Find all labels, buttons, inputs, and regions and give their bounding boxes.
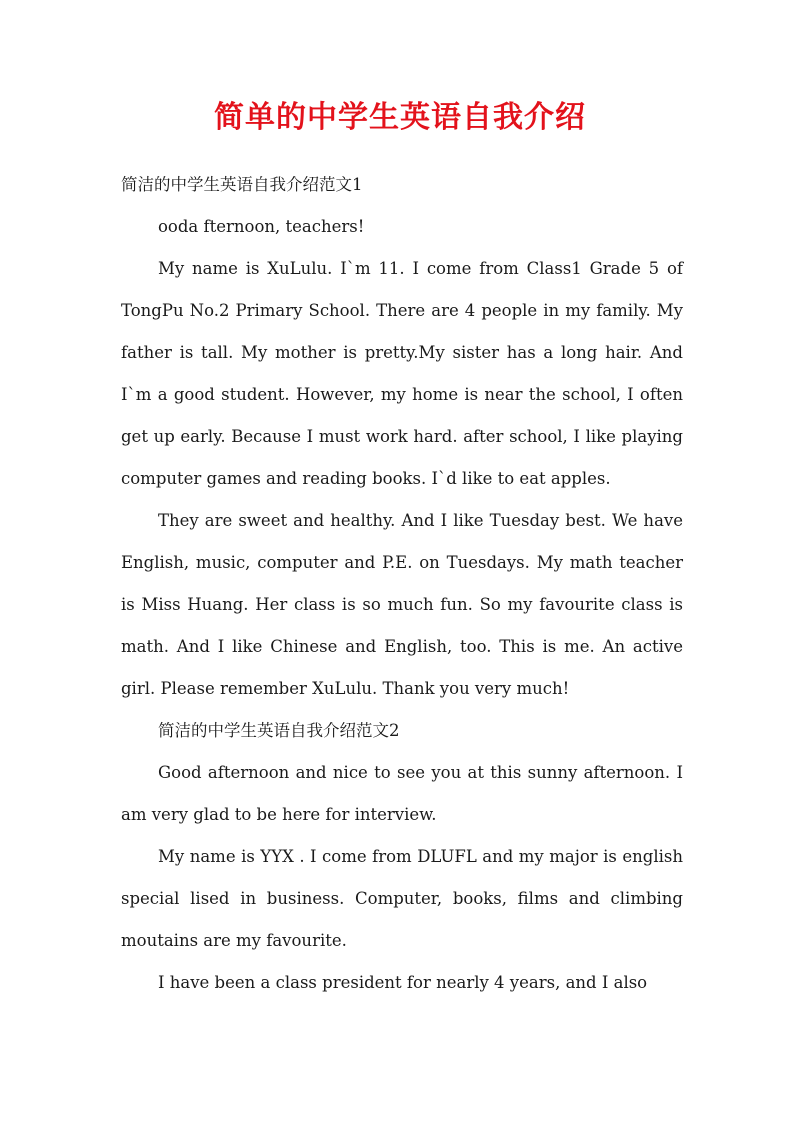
document-title: 简单的中学生英语自我介绍	[214, 100, 586, 135]
section-heading-1: 简洁的中学生英语自我介绍范文1	[121, 175, 363, 194]
paragraph-likes-1: They are sweet and healthy. And I like Tuesday best. We have English, music, computer and P.E. on Tuesdays. My math teacher is Miss Huang. Her class is so much fun. So my favourite class is math. And I like Chinese and English, too. This is me. An active girl. Please remember XuLulu. Thank you very much!	[121, 511, 683, 698]
document-body	[121, 164, 683, 1004]
section-heading-2: 简洁的中学生英语自我介绍范文2	[158, 721, 400, 740]
paragraph-experience-2: I have been a class president for nearly 4 years, and I also	[158, 973, 648, 992]
paragraph-greeting-1: ooda fternoon, teachers!	[158, 217, 365, 236]
paragraph-greeting-2: Good afternoon and nice to see you at this sunny afternoon. I am very glad to be here for interview.	[121, 763, 683, 824]
paragraph-intro-2: My name is YYX . I come from DLUFL and my major is english special lised in business. Computer, books, films and climbing moutains are my favourite.	[121, 847, 683, 950]
paragraph-intro-1: My name is XuLulu. I`m 11. I come from Class1 Grade 5 of TongPu No.2 Primary School. There are 4 people in my family. My father is tall. My mother is pretty.My sister has a long hair. And I`m a good student. However, my home is near the school, I often get up early. Because I must work hard. after school, I like playing computer games and reading books. I`d like to eat apples.	[121, 259, 683, 488]
